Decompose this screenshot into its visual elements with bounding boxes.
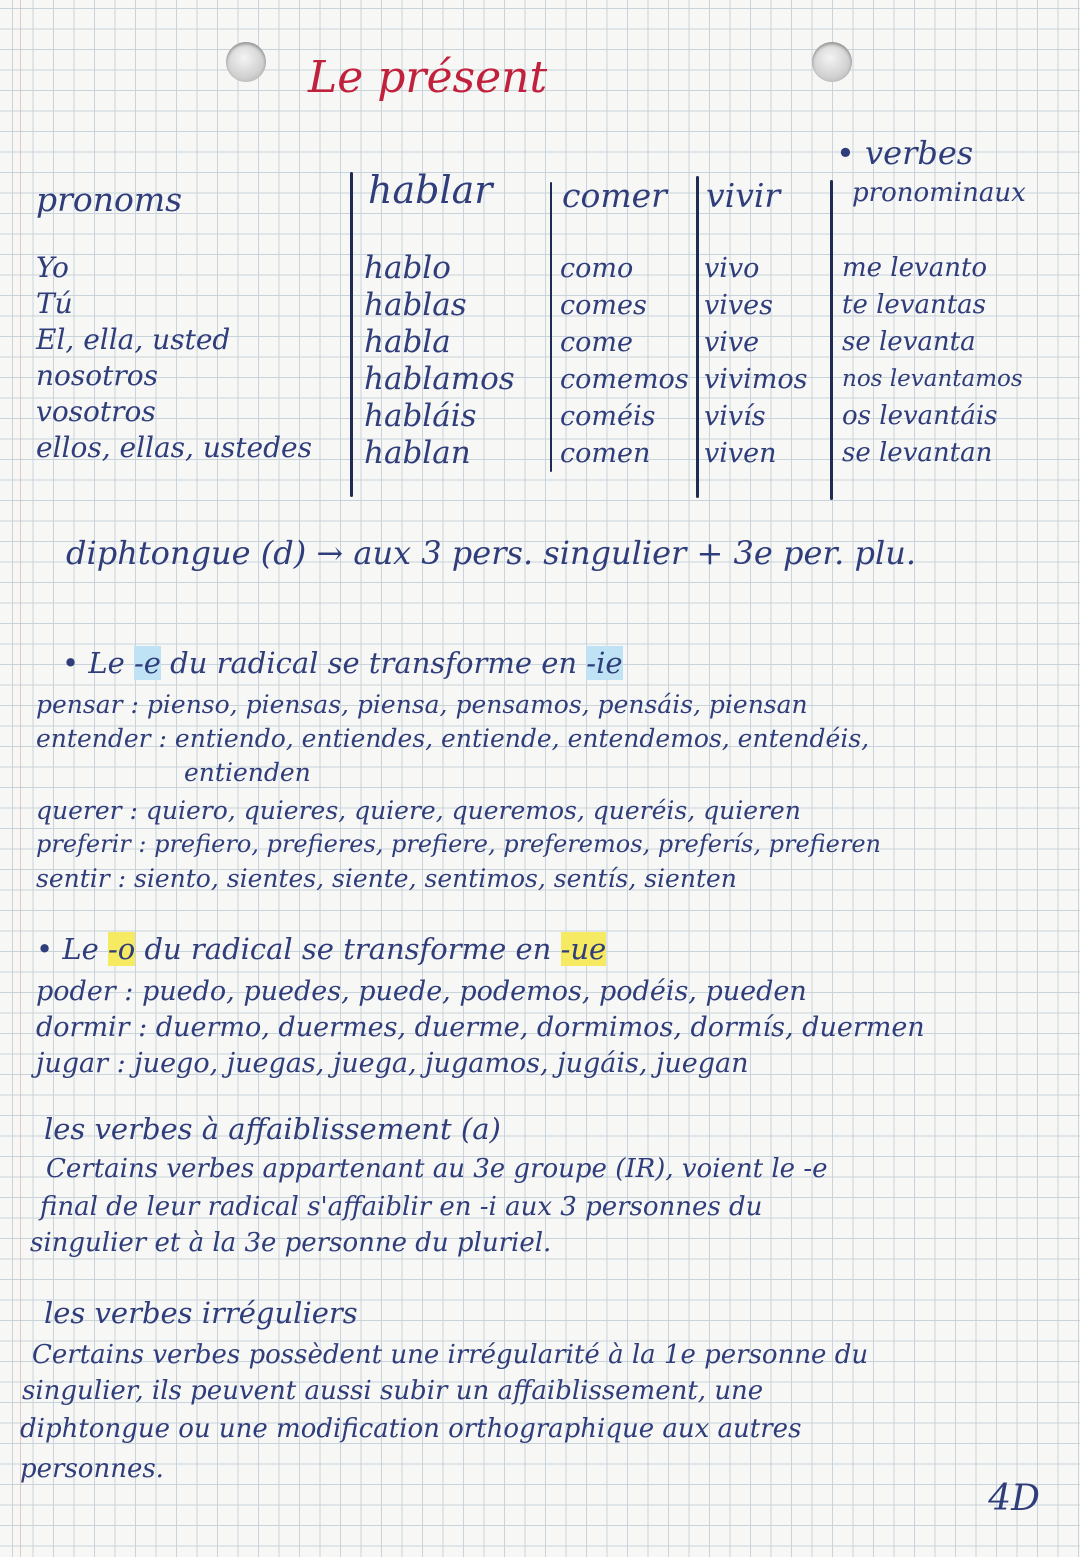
heading-highlight: -e <box>133 646 161 680</box>
cell: Tú <box>36 287 73 320</box>
cell: vivo <box>704 253 760 284</box>
section-o-heading <box>36 932 606 966</box>
cell: nos levantamos <box>842 366 1023 392</box>
table-divider <box>550 182 552 472</box>
conjugation-line: sentir : siento, sientes, siente, sentimos, sentís, sienten <box>36 864 737 893</box>
margin-line <box>20 0 21 1557</box>
heading-highlight: -ie <box>586 646 623 680</box>
punch-hole-right <box>812 42 852 82</box>
heading-text: • Le <box>62 646 134 680</box>
column-vivir <box>704 250 808 472</box>
cell: hablas <box>364 287 467 323</box>
conjugation-line: pensar : pienso, piensas, piensa, pensamos, pensáis, piensan <box>36 690 808 719</box>
column-comer <box>560 250 689 472</box>
cell: come <box>560 327 633 358</box>
cell: vive <box>704 327 760 358</box>
page-title: Le présent <box>308 52 548 103</box>
table-divider <box>830 180 833 500</box>
cell: nosotros <box>36 359 158 392</box>
heading-text: du radical se transforme en <box>135 932 561 966</box>
cell: vosotros <box>36 395 156 428</box>
conjugation-line: poder : puedo, puedes, puede, podemos, podéis, pueden <box>36 976 807 1007</box>
cell: os levantáis <box>842 401 998 431</box>
paragraph-line: singulier, ils peuvent aussi subir un affaiblissement, une <box>22 1376 764 1406</box>
table-divider <box>696 176 699 498</box>
header-comer: comer <box>562 176 667 215</box>
cell: se levanta <box>842 327 976 357</box>
header-pronoms: pronoms <box>36 180 183 219</box>
cell: hablo <box>364 250 451 286</box>
cell: habláis <box>364 398 477 434</box>
cell: hablan <box>364 435 471 471</box>
cell: te levantas <box>842 290 987 320</box>
header-pronominaux-2: pronominaux <box>852 178 1026 208</box>
cell: me levanto <box>842 253 988 283</box>
cell: Yo <box>36 251 69 284</box>
cell: comemos <box>560 364 689 395</box>
cell: hablamos <box>364 361 515 397</box>
cell: vives <box>704 290 773 321</box>
section-e-heading <box>62 646 623 680</box>
column-hablar <box>364 250 515 472</box>
cell: vivís <box>704 401 766 432</box>
paragraph-line: diphtongue ou une modification orthographique aux autres <box>20 1414 802 1444</box>
heading-highlight: -o <box>107 932 136 966</box>
conjugation-line: jugar : juego, juegas, juega, jugamos, jugáis, juegan <box>36 1048 749 1079</box>
paragraph-line: Certains verbes possèdent une irrégularité à la 1e personne du <box>32 1340 869 1370</box>
page-number: 4D <box>988 1478 1040 1519</box>
header-vivir: vivir <box>706 176 781 215</box>
heading-highlight: -ue <box>560 932 607 966</box>
cell: habla <box>364 324 451 360</box>
cell: viven <box>704 438 777 469</box>
paragraph-line: Certains verbes appartenant au 3e groupe (IR), voient le -e <box>46 1154 828 1184</box>
conjugation-line: querer : quiero, quieres, quiere, queremos, queréis, quieren <box>36 796 801 825</box>
paragraph-line: final de leur radical s'affaiblir en -i aux 3 personnes du <box>40 1192 763 1222</box>
cell: como <box>560 253 634 284</box>
column-pronoms <box>36 250 312 466</box>
cell: se levantan <box>842 438 993 468</box>
cell: coméis <box>560 401 656 432</box>
table-divider <box>350 172 353 497</box>
cell: vivimos <box>704 364 808 395</box>
cell: comen <box>560 438 651 469</box>
heading-text: du radical se transforme en <box>160 646 587 680</box>
heading-text: • Le <box>36 932 108 966</box>
cell: El, ella, usted <box>36 323 231 356</box>
conjugation-line: dormir : duermo, duermes, duerme, dormimos, dormís, duermen <box>36 1012 925 1043</box>
cell: comes <box>560 290 647 321</box>
affaiblissement-heading: les verbes à affaiblissement (a) <box>44 1112 501 1146</box>
punch-hole-left <box>226 42 266 82</box>
diphtongue-rule: diphtongue (d) → aux 3 pers. singulier + 3e per. plu. <box>66 534 917 572</box>
conjugation-line: entender : entiendo, entiendes, entiende, entendemos, entendéis, <box>36 724 870 753</box>
paragraph-line: singulier et à la 3e personne du pluriel. <box>30 1228 552 1258</box>
conjugation-line: entienden <box>184 758 311 787</box>
irreguliers-heading: les verbes irréguliers <box>44 1296 358 1330</box>
header-pronominaux-1: • verbes <box>836 134 974 172</box>
header-hablar: hablar <box>368 168 493 212</box>
cell: ellos, ellas, ustedes <box>36 431 312 464</box>
column-pronominaux <box>842 250 1023 472</box>
paragraph-line: personnes. <box>20 1454 164 1484</box>
conjugation-line: preferir : prefiero, prefieres, prefiere, preferemos, preferís, prefieren <box>36 830 882 858</box>
